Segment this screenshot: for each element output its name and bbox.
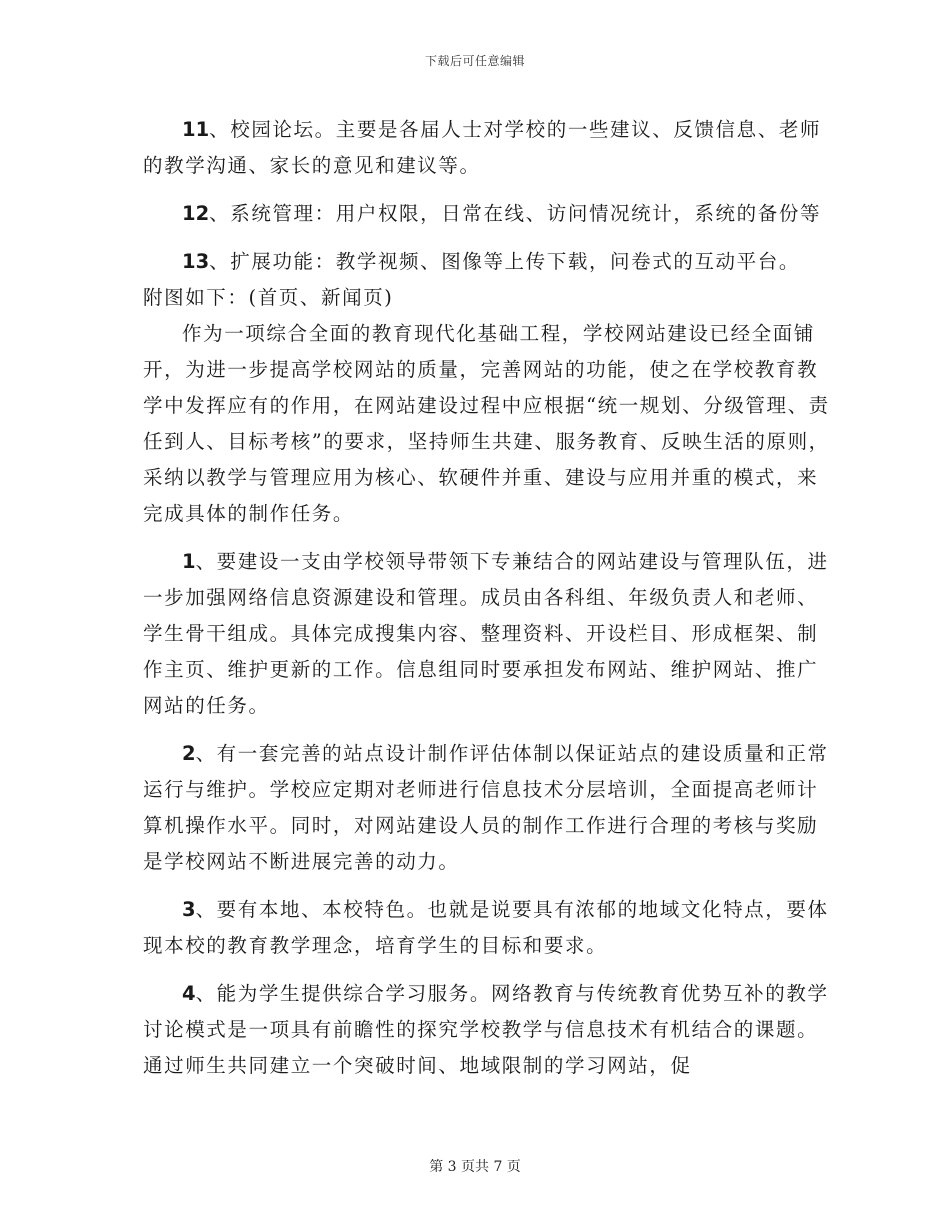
paragraph-text: 、校园论坛。主要是各届人士对学校的一些建议、反馈信息、老师的教学沟通、家长的意见和建议等。 [143,118,822,177]
paragraph-text: 附图如下：(首页、新闻页) [143,286,394,309]
page-header: 下载后可任意编辑 [424,54,525,68]
paragraph-item-12 [143,196,833,232]
paragraph-item-4 [143,976,833,1084]
paragraph-intro [143,316,833,532]
paragraph-text: 作为一项综合全面的教育现代化基础工程，学校网站建设已经全面铺开，为进一步提高学校网站的质量，完善网站的功能，使之在学校教育教学中发挥应有的作用，在网站建设过程中应根据“统一规划、分级管理、责任到人、目标考核”的要求，坚持师生共建、服务教育、反映生活的原则，采纳以教学与管理应用为核心、软硬件并重、建设与应用并重的模式，来完成具体的制作任务。 [143,322,830,525]
document-body [143,112,833,1096]
paragraph-text: 、要有本地、本校特色。也就是说要具有浓郁的地域文化特点，要体现本校的教育教学理念，培育学生的目标和要求。 [143,898,829,957]
paragraph-text: 、系统管理：用户权限，日常在线、访问情况统计，系统的备份等 [209,202,822,225]
item-number: 1 [182,550,196,573]
paragraph-item-3 [143,892,833,964]
page-footer: 第 3 页共 7 页 [429,1159,521,1175]
item-number: 13 [182,250,210,273]
paragraph-text: 、能为学生提供综合学习服务。网络教育与传统教育优势互补的教学讨论模式是一项具有前瞻性的探究学校教学与信息技术有机结合的课题。通过师生共同建立一个突破时间、地域限制的学习网站，促 [143,982,829,1077]
item-number: 11 [182,118,210,141]
item-number: 4 [182,982,196,1005]
paragraph-item-13 [143,244,833,280]
paragraph-attachment-note [143,280,833,316]
paragraph-text: 、扩展功能：教学视频、图像等上传下载，问卷式的互动平台。 [209,250,800,273]
paragraph-item-2 [143,736,833,880]
item-number: 12 [182,202,210,225]
paragraph-text: 、要建设一支由学校领导带领下专兼结合的网站建设与管理队伍，进一步加强网络信息资源建设和管理。成员由各科组、年级负责人和老师、学生骨干组成。具体完成搜集内容、整理资料、开设栏目、形成框架、制作主页、维护更新的工作。信息组同时要承担发布网站、维护网站、推广网站的任务。 [143,550,829,717]
paragraph-item-1 [143,544,833,724]
paragraph-item-11 [143,112,833,184]
item-number: 3 [182,898,196,921]
item-number: 2 [182,742,196,765]
paragraph-text: 、有一套完善的站点设计制作评估体制以保证站点的建设质量和正常运行与维护。学校应定期对老师进行信息技术分层培训，全面提高老师计算机操作水平。同时，对网站建设人员的制作工作进行合理的考核与奖励是学校网站不断进展完善的动力。 [143,742,829,873]
